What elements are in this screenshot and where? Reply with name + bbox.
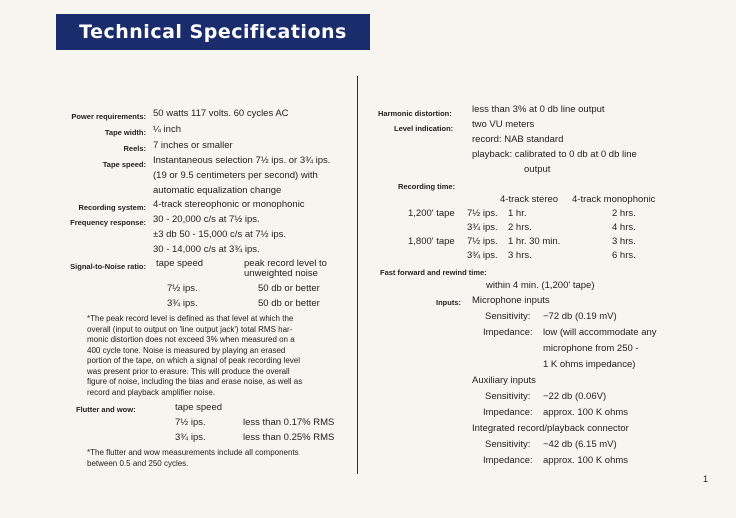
aux-impedance-label: Impedance: xyxy=(483,407,533,418)
flutter-row-1-speed: 7½ ips. xyxy=(175,417,206,428)
rt-row-1-speed: 7½ ips. xyxy=(467,208,498,219)
rt-row-3-stereo: 1 hr. 30 min. xyxy=(508,236,561,247)
snr-row-2-value: 50 db or better xyxy=(258,298,320,309)
aux-impedance-value: approx. 100 K ohms xyxy=(543,407,629,418)
frequency-line-3: 30 - 14,000 c/s at 3¾ ips. xyxy=(153,244,260,255)
snr-col2-header-2: unweighted noise xyxy=(244,268,318,279)
mic-impedance-line-3: 1 K ohms impedance) xyxy=(543,359,636,370)
page-title: Technical Specifications xyxy=(79,21,347,43)
tape-speed-line-2: (19 or 9.5 centimeters per second) with xyxy=(153,170,318,181)
level-record: record: NAB standard xyxy=(472,134,564,145)
rt-row-1-tape: 1,200' tape xyxy=(408,208,455,219)
flutter-row-2-speed: 3¾ ips. xyxy=(175,432,206,443)
rt-row-4-mono: 6 hrs. xyxy=(612,250,636,261)
tape-width-label: Tape width: xyxy=(104,128,146,137)
integrated-connector-heading: Integrated record/playback connector xyxy=(472,423,629,434)
aux-inputs-heading: Auxiliary inputs xyxy=(472,375,536,386)
mic-inputs-heading: Microphone inputs xyxy=(472,295,550,306)
ffrew-value: within 4 min. (1,200' tape) xyxy=(486,280,595,291)
title-banner xyxy=(56,14,370,50)
snr-row-2-speed: 3¾ ips. xyxy=(167,298,198,309)
recording-system-label: Recording system: xyxy=(78,203,146,212)
snr-row-1-value: 50 db or better xyxy=(258,283,320,294)
snr-col2-header-1: peak record level to xyxy=(244,258,327,269)
flutter-header: tape speed xyxy=(175,402,223,413)
recording-time-mono-header: 4-track monophonic xyxy=(572,194,656,205)
column-divider xyxy=(357,76,358,474)
inputs-label: Inputs: xyxy=(436,298,461,307)
harmonic-label: Harmonic distortion: xyxy=(378,109,452,118)
int-impedance-label: Impedance: xyxy=(483,455,533,466)
frequency-line-1: 30 - 20,000 c/s at 7½ ips. xyxy=(153,214,260,225)
rt-row-4-speed: 3¾ ips. xyxy=(467,250,498,261)
mic-impedance-label: Impedance: xyxy=(483,327,533,338)
rt-row-3-tape: 1,800' tape xyxy=(408,236,455,247)
flutter-row-2-value: less than 0.25% RMS xyxy=(243,432,335,443)
mic-sensitivity-value: −72 db (0.19 mV) xyxy=(543,311,617,322)
ffrew-label: Fast forward and rewind time: xyxy=(380,268,487,277)
level-playback-1: playback: calibrated to 0 db at 0 db line xyxy=(472,149,637,160)
page-number: 1 xyxy=(703,474,709,484)
frequency-line-2: ±3 db 50 - 15,000 c/s at 7½ ips. xyxy=(153,229,287,240)
rt-row-1-stereo: 1 hr. xyxy=(508,208,527,219)
rt-row-3-speed: 7½ ips. xyxy=(467,236,498,247)
mic-impedance-line-1: low (will accommodate any xyxy=(543,327,657,338)
aux-sensitivity-label: Sensitivity: xyxy=(485,391,531,402)
rt-row-4-stereo: 3 hrs. xyxy=(508,250,532,261)
snr-row-1-speed: 7½ ips. xyxy=(167,283,198,294)
int-impedance-value: approx. 100 K ohms xyxy=(543,455,629,466)
power-label: Power requirements: xyxy=(71,112,146,121)
tape-speed-line-3: automatic equalization change xyxy=(153,185,282,196)
recording-system-value: 4-track stereophonic or monophonic xyxy=(153,199,305,210)
frequency-label: Frequency response: xyxy=(70,218,146,227)
aux-sensitivity-value: −22 db (0.06V) xyxy=(543,391,607,402)
flutter-label: Flutter and wow: xyxy=(76,405,136,414)
rt-row-1-mono: 2 hrs. xyxy=(612,208,636,219)
recording-time-stereo-header: 4-track stereo xyxy=(500,194,559,205)
snr-label: Signal-to-Noise ratio: xyxy=(70,262,146,271)
rt-row-2-speed: 3¾ ips. xyxy=(467,222,498,233)
reels-label: Reels: xyxy=(123,144,146,153)
int-sensitivity-value: −42 db (6.15 mV) xyxy=(543,439,617,450)
rt-row-2-stereo: 2 hrs. xyxy=(508,222,532,233)
harmonic-value: less than 3% at 0 db line output xyxy=(472,104,605,115)
recording-time-label: Recording time: xyxy=(398,182,456,191)
flutter-row-1-value: less than 0.17% RMS xyxy=(243,417,335,428)
flutter-footnote: *The flutter and wow measurements include all components between 0.5 and 250 cycles. xyxy=(87,448,299,468)
rt-row-2-mono: 4 hrs. xyxy=(612,222,636,233)
int-sensitivity-label: Sensitivity: xyxy=(485,439,531,450)
snr-footnote: *The peak record level is defined as that level at which the overall (input to output on 'line output jack') total RMS har- monic distortion does not exceed 3% when measured on a 400 cycle tone. Noise is measured by playing an erased portion of the tape, on which a signal of peak recording level was present prior to erasure. This will produce the overall figure of noise, including the bias and erase noise, as well as record and playback amplifier noise. xyxy=(87,314,303,397)
mic-sensitivity-label: Sensitivity: xyxy=(485,311,531,322)
mic-impedance-line-2: microphone from 250 - xyxy=(543,343,639,354)
tape-speed-label: Tape speed: xyxy=(102,160,146,169)
reels-value: 7 inches or smaller xyxy=(153,140,233,151)
level-value: two VU meters xyxy=(472,119,535,130)
tape-width-value: ¼ inch xyxy=(153,124,181,135)
level-label: Level indication: xyxy=(394,124,454,133)
rt-row-3-mono: 3 hrs. xyxy=(612,236,636,247)
tape-speed-line-1: Instantaneous selection 7½ ips. or 3¾ ips. xyxy=(153,155,331,166)
level-playback-2: output xyxy=(524,164,551,175)
snr-col1-header: tape speed xyxy=(156,258,204,269)
power-value: 50 watts 117 volts. 60 cycles AC xyxy=(153,108,289,119)
